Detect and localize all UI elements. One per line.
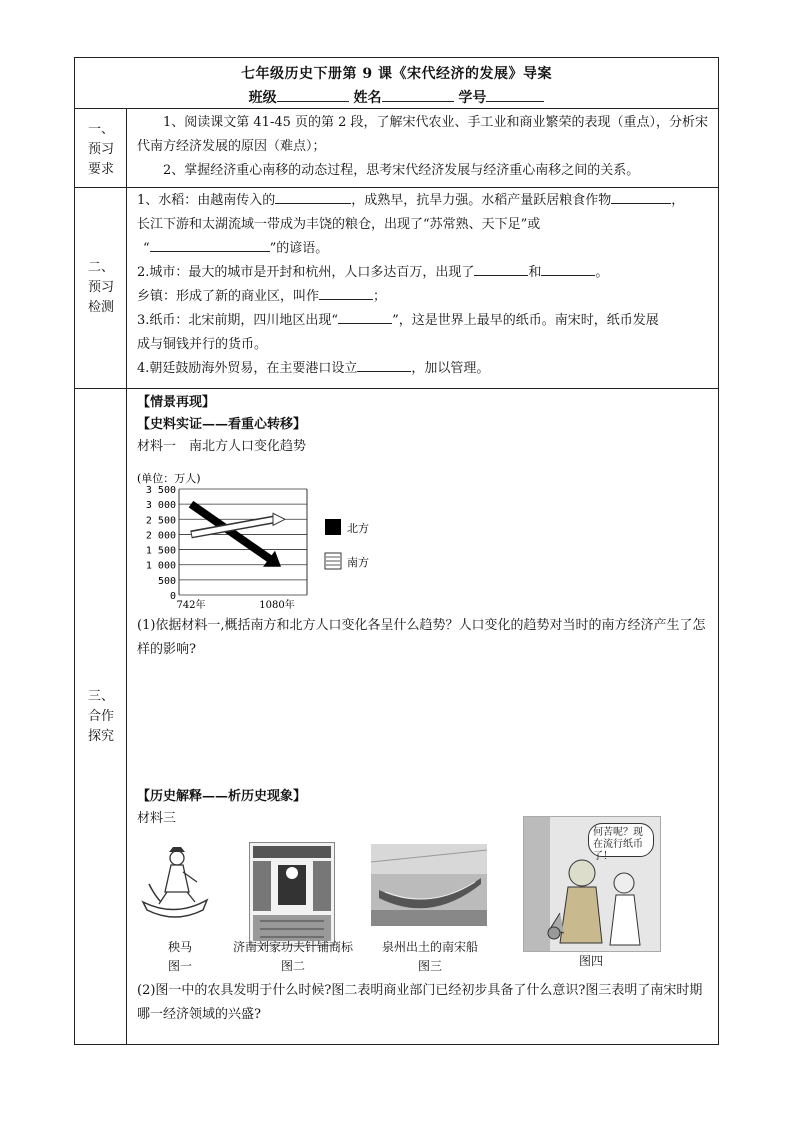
label-line: 要求 xyxy=(87,162,114,177)
chart-x-tick-label: 742年 xyxy=(176,600,206,611)
text: 乡镇：形成了新的商业区，叫作 xyxy=(137,289,320,304)
check-q1-line1 xyxy=(137,189,710,213)
chart-y-tick-label: 2 500 xyxy=(145,515,176,527)
figure-2-image xyxy=(249,842,335,946)
speech-bubble: 何苦呢？现在流行纸币了！ xyxy=(588,823,654,857)
caption-label: 图二 xyxy=(280,959,305,973)
legend-north-swatch xyxy=(325,519,341,535)
material-1-title: 材料一 南北方人口变化趋势 xyxy=(137,439,307,454)
fill-blank[interactable] xyxy=(338,311,392,324)
heading-explanation: 【历史解释——析历史现象】 xyxy=(137,789,307,804)
name-label: 姓名 xyxy=(353,90,382,106)
check-q1-line3 xyxy=(137,237,710,261)
figure-4-caption: 图四 xyxy=(578,954,603,968)
name-blank[interactable] xyxy=(382,89,454,102)
fill-blank[interactable] xyxy=(275,191,351,204)
section-preview-check xyxy=(75,188,718,389)
question-2: (2)图一中的农具发明于什么时候?图二表明商业部门已经初步具备了什么意识?图三表明了南宋时期哪一经济领域的兴盛? xyxy=(137,983,703,1022)
check-q3-line2: 成与铜钱并行的货币。 xyxy=(137,337,268,352)
text: ”，这是世界上最早的纸币。南宋时，纸币发展 xyxy=(392,313,659,328)
chart-y-tick-label: 3 000 xyxy=(145,500,176,512)
fill-blank[interactable] xyxy=(357,359,411,372)
text: 4.朝廷鼓励海外贸易，在主要港口设立 xyxy=(137,361,358,376)
label-line: 预习 xyxy=(87,280,114,295)
figure-4-image xyxy=(523,816,661,952)
text: “ xyxy=(143,241,150,256)
label-line: 合作 xyxy=(87,709,114,724)
text: ； xyxy=(373,289,387,304)
song-ship-photo-icon xyxy=(371,844,487,926)
label-line: 预习 xyxy=(87,142,114,157)
chart-unit-label: (单位：万人) xyxy=(137,472,201,485)
figure-3-caption xyxy=(367,935,493,973)
fill-blank[interactable] xyxy=(150,239,270,252)
population-chart xyxy=(135,471,435,611)
population-chart-svg xyxy=(135,471,435,611)
fill-blank[interactable] xyxy=(611,191,671,204)
section3-label xyxy=(75,389,127,1044)
section-cooperative-inquiry xyxy=(75,389,718,1044)
heading-scene: 【情景再现】 xyxy=(137,395,216,410)
class-label: 班级 xyxy=(248,90,277,106)
chart-x-tick-label: 1080年 xyxy=(259,600,295,611)
chart-y-tick-label: 2 000 xyxy=(145,530,176,542)
heading-evidence: 【史料实证——看重心转移】 xyxy=(137,417,307,432)
worksheet-title: 七年级历史下册第 9 课《宋代经济的发展》导案 xyxy=(241,66,552,82)
worksheet-header xyxy=(75,58,718,109)
number-label: 学号 xyxy=(458,90,487,106)
figure-1-image xyxy=(137,844,213,924)
worksheet xyxy=(74,57,719,1045)
check-q4 xyxy=(137,357,710,381)
text: 3.纸币：北宋前期，四川地区出现“ xyxy=(137,313,339,328)
figure-3-image xyxy=(371,844,487,926)
chart-y-tick-label: 3 500 xyxy=(145,485,176,496)
chart-y-tick-label: 1 500 xyxy=(145,545,176,557)
student-info-line xyxy=(75,87,718,107)
check-q3-line1 xyxy=(137,309,710,333)
class-blank[interactable] xyxy=(277,89,349,102)
text: ，加以管理。 xyxy=(411,361,490,376)
text: 。 xyxy=(595,265,609,280)
text: 1、水稻：由越南传入的 xyxy=(137,193,276,208)
chart-y-tick-label: 0 xyxy=(169,591,176,602)
requirement-2: 2、掌握经济重心南移的动态过程，思考宋代经济发展与经济重心南移之间的关系。 xyxy=(163,163,640,178)
text: 和 xyxy=(528,265,542,280)
text: ”的谚语。 xyxy=(269,241,329,256)
legend-south-label: 南方 xyxy=(347,556,369,569)
label-line: 检测 xyxy=(87,300,114,315)
check-q1-line2: 长江下游和太湖流域一带成为丰饶的粮仓，出现了“苏常熟、天下足”或 xyxy=(137,217,541,232)
check-q2-line2 xyxy=(137,285,710,309)
chart-series-south-arrowhead xyxy=(273,513,285,525)
fill-blank[interactable] xyxy=(319,287,373,300)
fill-blank[interactable] xyxy=(541,263,595,276)
fill-blank[interactable] xyxy=(474,263,528,276)
figure-1-caption xyxy=(137,935,223,973)
chart-y-tick-label: 1 000 xyxy=(145,560,176,572)
material-3-title: 材料三 xyxy=(137,811,177,826)
caption-label: 图三 xyxy=(417,959,442,973)
caption-text: 秧马 xyxy=(167,940,192,954)
caption-text: 济南刘家功夫针铺商标 xyxy=(232,940,353,954)
check-q2-line1 xyxy=(137,261,710,285)
label-line: 二、 xyxy=(87,260,114,275)
trademark-print-icon xyxy=(250,843,334,945)
chart-y-tick-label: 500 xyxy=(157,575,176,587)
question-1: (1)依据材料一,概括南方和北方人口变化各呈什么趋势？人口变化的趋势对当时的南方经济产生了怎样的影响? xyxy=(137,618,706,657)
label-line: 探究 xyxy=(87,729,114,744)
number-blank[interactable] xyxy=(486,89,544,102)
rice-seedling-horse-icon xyxy=(137,844,213,924)
section-preview-requirements xyxy=(75,108,718,188)
legend-north-label: 北方 xyxy=(347,522,369,535)
paper-money-cartoon-icon xyxy=(524,817,660,951)
text: ，成熟早，抗旱力强。水稻产量跃居粮食作物 xyxy=(351,193,612,208)
text: ， xyxy=(671,193,685,208)
caption-text: 泉州出土的南宋船 xyxy=(381,940,478,954)
text: 2.城市：最大的城市是开封和杭州，人口多达百万，出现了 xyxy=(137,265,475,280)
section1-label xyxy=(75,108,127,187)
caption-label: 图一 xyxy=(167,959,192,973)
label-line: 三、 xyxy=(87,689,114,704)
requirement-1: 1、阅读课文第 41-45 页的第 2 段，了解宋代农业、手工业和商业繁荣的表现（重点），分析宋代南方经济发展的原因（难点）； xyxy=(137,115,709,154)
label-line: 一、 xyxy=(87,122,114,137)
section2-label xyxy=(75,188,127,388)
figure-2-caption xyxy=(225,935,361,973)
